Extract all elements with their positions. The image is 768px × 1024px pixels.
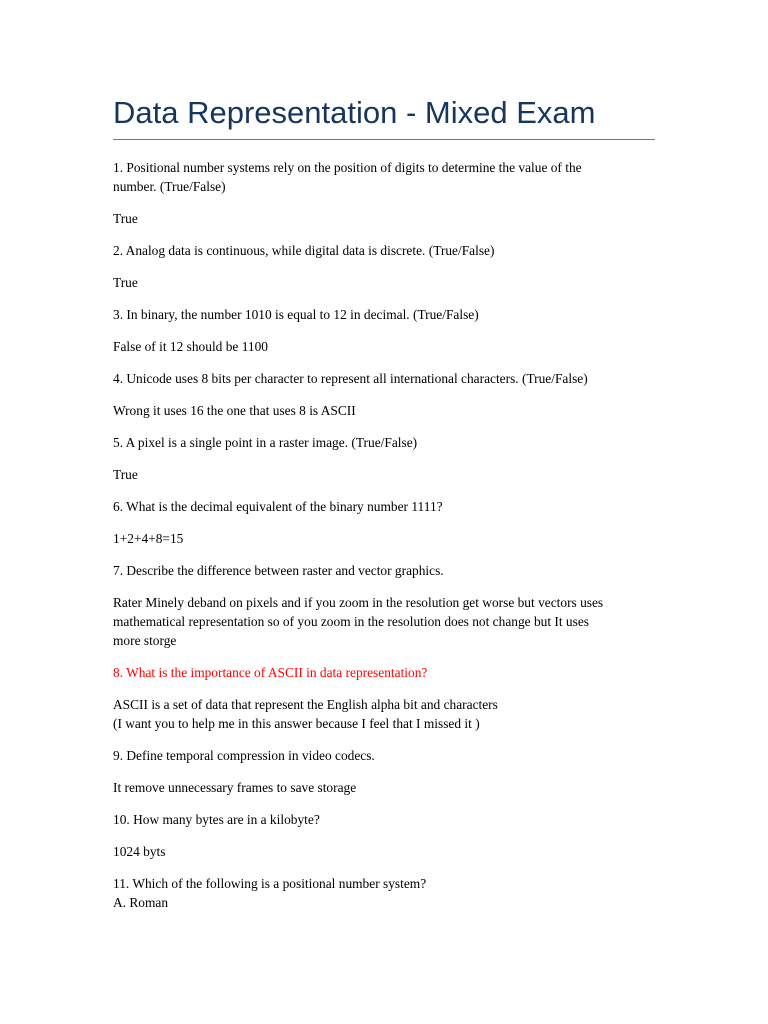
text-line: It remove unnecessary frames to save storage [113, 780, 357, 795]
text-line: more storge [113, 633, 177, 648]
answer-9 [113, 778, 656, 797]
question-4 [113, 369, 656, 388]
question-8-highlighted [113, 663, 656, 682]
text-line: 7. Describe the difference between raster and vector graphics. [113, 563, 444, 578]
text-line: mathematical representation so of you zoom in the resolution does not change but It uses [113, 614, 589, 629]
text-line: False of it 12 should be 1100 [113, 339, 268, 354]
text-line: (I want you to help me in this answer because I feel that I missed it ) [113, 716, 480, 731]
answer-4 [113, 401, 656, 420]
text-line: Wrong it uses 16 the one that uses 8 is ASCII [113, 403, 356, 418]
question-1 [113, 158, 656, 196]
text-line: number. (True/False) [113, 179, 226, 194]
question-5 [113, 433, 656, 452]
text-line: True [113, 211, 138, 226]
text-line: 1024 byts [113, 844, 166, 859]
answer-2 [113, 273, 656, 292]
text-line: 1+2+4+8=15 [113, 531, 184, 546]
text-line: 5. A pixel is a single point in a raster image. (True/False) [113, 435, 418, 450]
answer-8 [113, 695, 656, 733]
text-line: 9. Define temporal compression in video codecs. [113, 748, 375, 763]
question-6 [113, 497, 656, 516]
title-underline [113, 139, 655, 140]
text-line: Rater Minely deband on pixels and if you zoom in the resolution get worse but vectors uses [113, 595, 604, 610]
answer-7 [113, 593, 656, 650]
answer-10 [113, 842, 656, 861]
question-7 [113, 561, 656, 580]
text-line: 3. In binary, the number 1010 is equal to 12 in decimal. (True/False) [113, 307, 479, 322]
text-line: 10. How many bytes are in a kilobyte? [113, 812, 320, 827]
option-line: A. Roman [113, 895, 169, 910]
answer-3 [113, 337, 656, 356]
text-line: 8. What is the importance of ASCII in data representation? [113, 665, 428, 680]
text-line: 6. What is the decimal equivalent of the binary number 1111? [113, 499, 443, 514]
text-line: True [113, 467, 138, 482]
text-line: 11. Which of the following is a positional number system? [113, 876, 427, 891]
question-3 [113, 305, 656, 324]
document-title: Data Representation - Mixed Exam [113, 95, 596, 130]
question-10 [113, 810, 656, 829]
question-9 [113, 746, 656, 765]
text-line: 1. Positional number systems rely on the position of digits to determine the value of the [113, 160, 582, 175]
text-line: True [113, 275, 138, 290]
question-2 [113, 241, 656, 260]
text-line: ASCII is a set of data that represent the English alpha bit and characters [113, 697, 498, 712]
answer-5 [113, 465, 656, 484]
answer-1 [113, 209, 656, 228]
text-line: 4. Unicode uses 8 bits per character to represent all international characters. (True/False) [113, 371, 588, 386]
answer-6 [113, 529, 656, 548]
text-line: 2. Analog data is continuous, while digital data is discrete. (True/False) [113, 243, 495, 258]
question-11 [113, 874, 656, 912]
document-body [113, 158, 656, 925]
